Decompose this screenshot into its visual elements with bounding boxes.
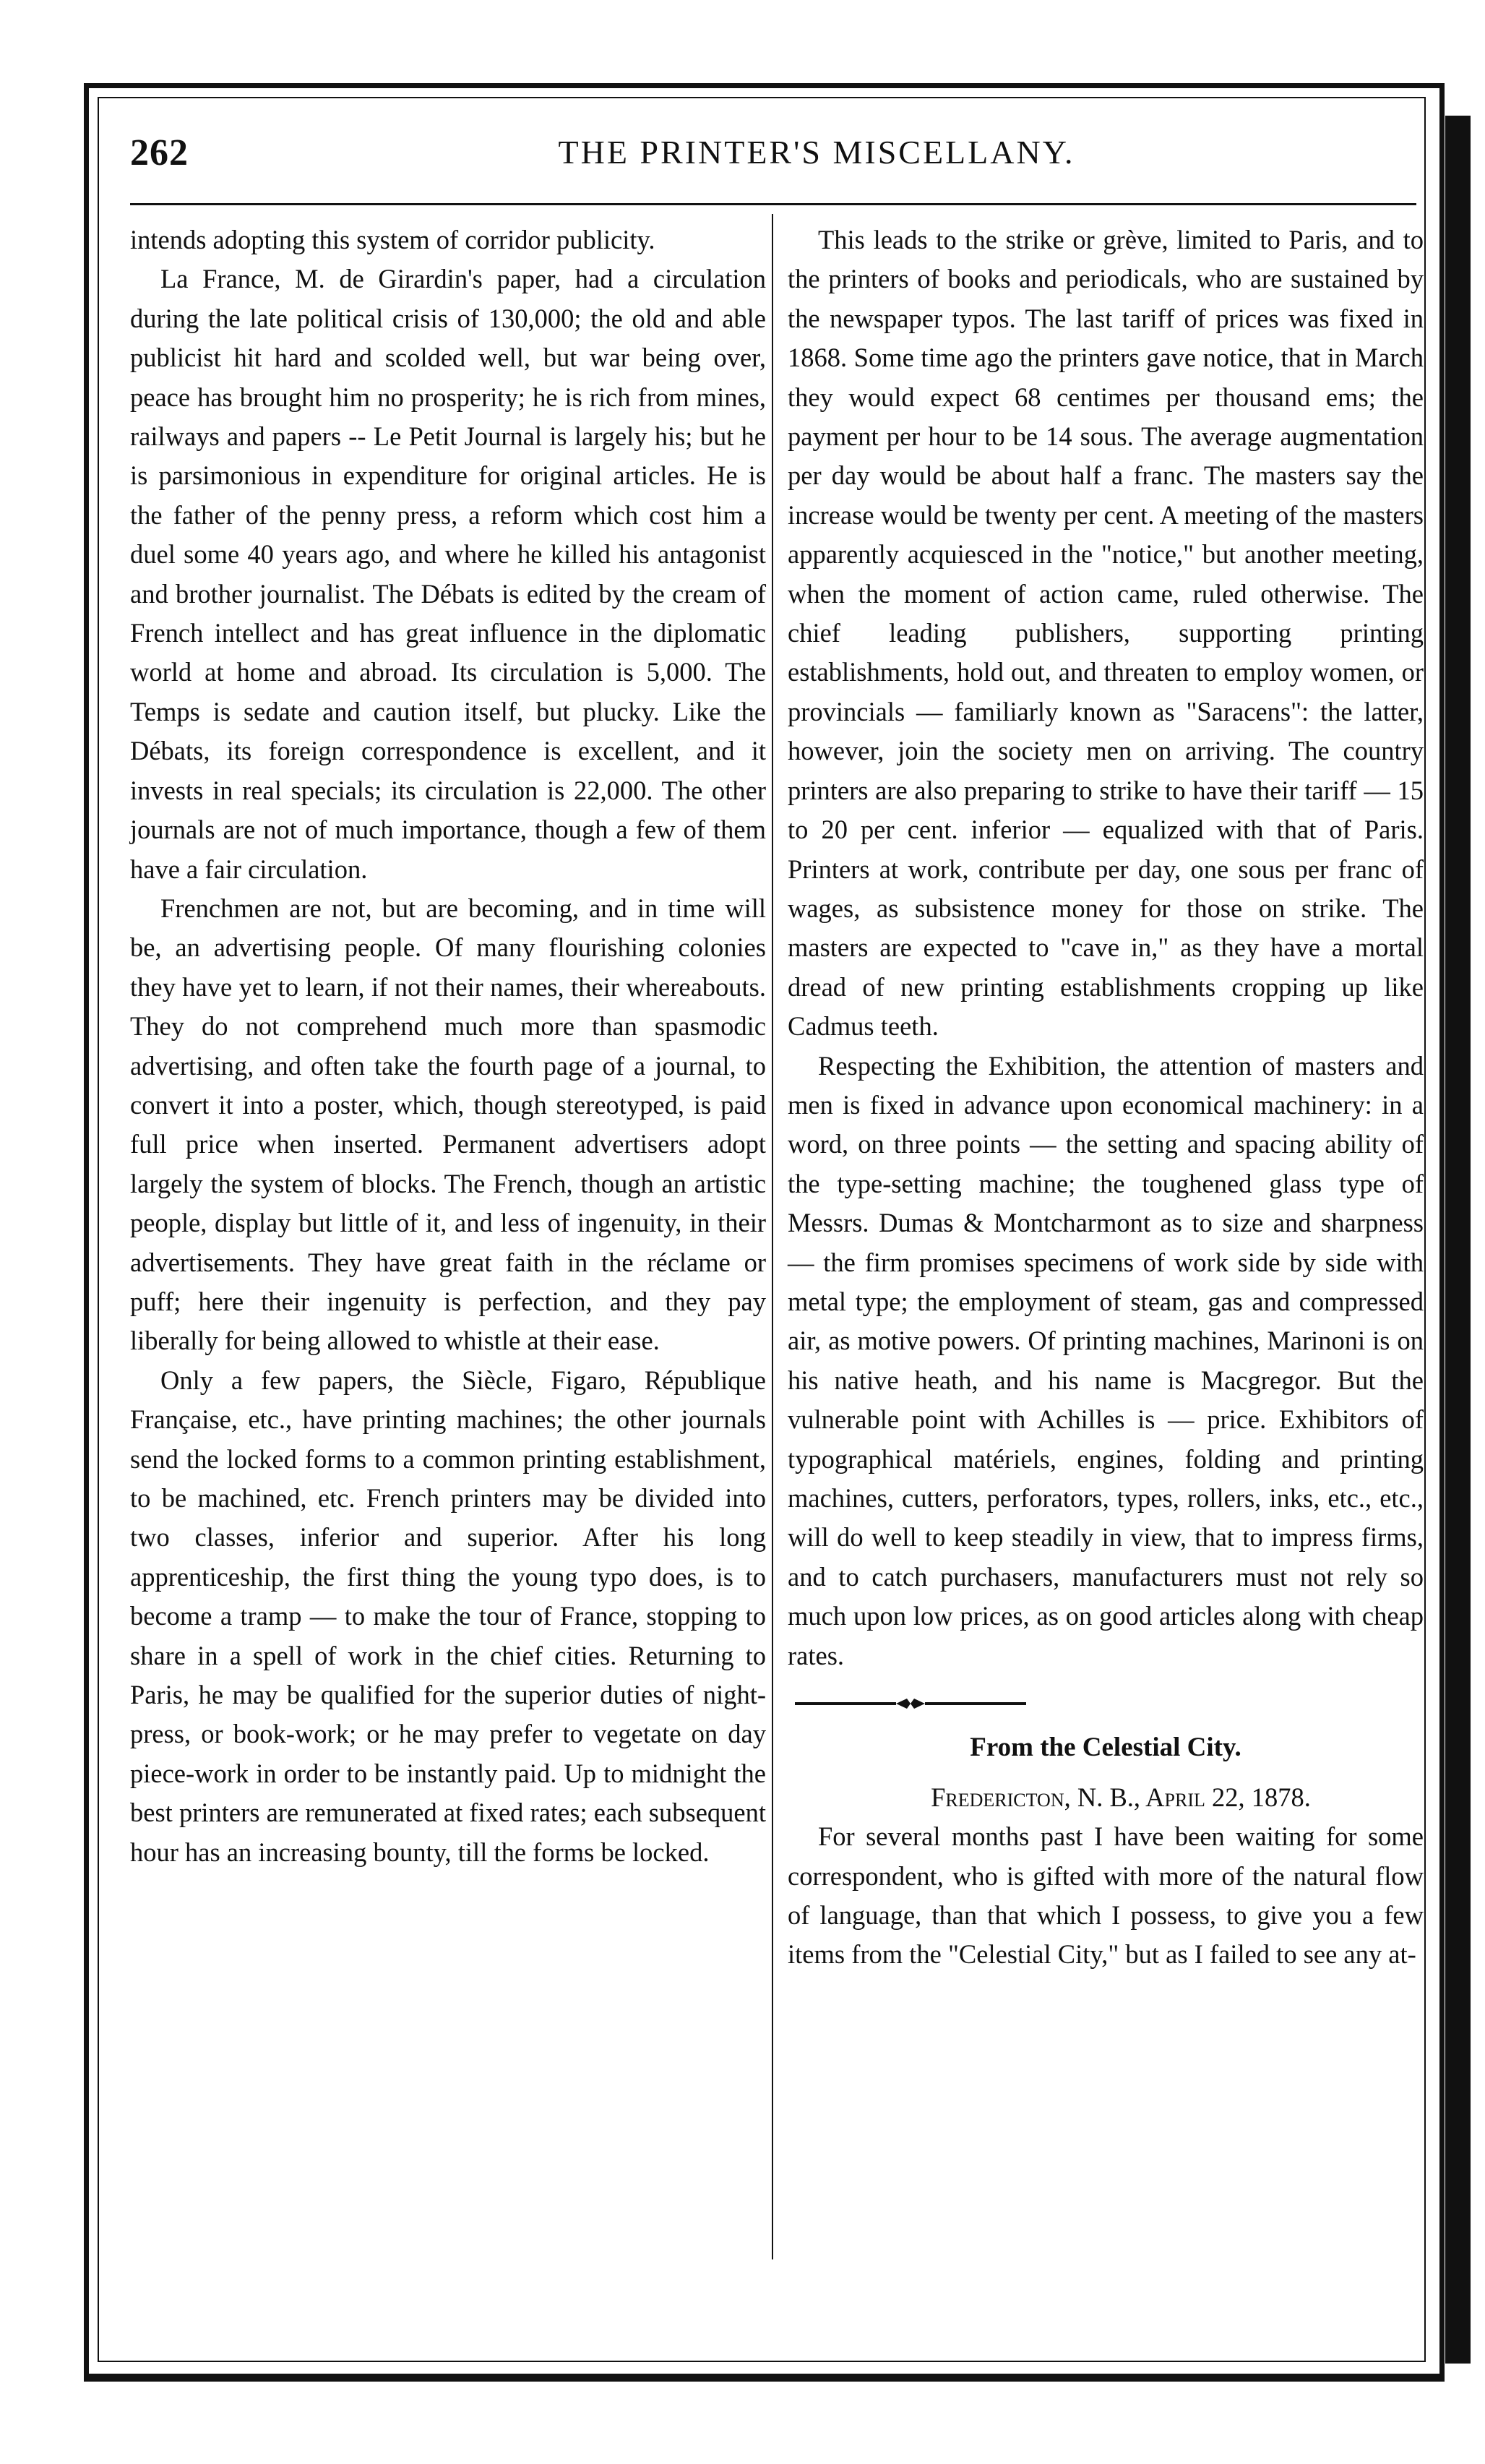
dateline: Fredericton, N. B., April 22, 1878.	[931, 1782, 1311, 1812]
section-heading: From the Celestial City.	[970, 1733, 1241, 1763]
page-number: 262	[130, 132, 189, 173]
paragraph: La France, M. de Girardin's paper, had a circulation during the late political crisis of 130,000; the old and able publicist hit hard and scolded well, but war being over, peace has brought him no prosperity; he is rich from mines, railways and papers -- Le Petit Journal is largely his; but he is parsimonious in expenditure for original articles. He is the father of the penny press, a reform which cost him a duel some 40 years ago, and where he killed his antagonist and brother journalist. The Débats is edited by the cream of French intellect and has great influence in the diplomatic world at home and abroad. Its circulation is 5,000. The Temps is sedate and caution itself, but plucky. Like the Débats, its foreign correspondence is excellent, and it invests in real specials; its circulation is 22,000. The other journals are not of much importance, though a few of them have a fair circulation.	[130, 264, 766, 884]
paragraph: Only a few papers, the Siècle, Figaro, République Française, etc., have printing machines; the other journals send the locked forms to a common printing establishment, to be machined, etc. French printers may be divided into two classes, inferior and superior. After his long apprenticeship, the first thing the young typo does, is to become a tramp — to make the tour of France, stopping to share in a spell of work in the chief cities. Returning to Paris, he may be qualified for the superior duties of night-press, or book-work; or he may prefer to vegetate on day piece-work in order to be instantly paid. Up to midnight the best printers are remunerated at fixed rates; each subsequent hour has an increasing bounty, till the forms be locked.	[130, 1365, 766, 1867]
running-title: THE PRINTER'S MISCELLANY.	[558, 134, 1075, 171]
paragraph: intends adopting this system of corridor publicity.	[130, 225, 655, 254]
right-column	[788, 220, 1424, 1975]
running-header	[130, 130, 1416, 195]
paragraph: This leads to the strike or grève, limited to Paris, and to the printers of books and periodicals, who are sustained by the newspaper typos. The last tariff of prices was fixed in 1868. Some time ago the printers gave notice, that in March they would expect 68 centimes per thousand ems; the payment per hour to be 14 sous. The average augmentation per day would be about half a franc. The masters say the increase would be twenty per cent. A meeting of the masters apparently acquiesced in the "notice," but another meeting, when the moment of action came, ruled otherwise. The chief leading publishers, supporting printing establishments, hold out, and threaten to employ women, or provincials — familiarly known as "Saracens": the latter, however, join the society men on arriving. The country printers are also preparing to strike to have their tariff — 15 to 20 per cent. inferior — equalized with that of Paris. Printers at work, contribute per day, one sous per franc of wages, as subsistence money for those on strike. The masters are expected to "cave in," as they have a mortal dread of new printing establishments cropping up like Cadmus teeth.	[788, 225, 1424, 1042]
ornament-rule	[788, 1693, 1033, 1714]
binding-shadow	[1445, 116, 1471, 2364]
column-divider	[772, 214, 773, 2259]
paragraph: Respecting the Exhibition, the attention of masters and men is fixed in advance upon economical machinery: in a word, on three points — the setting and spacing ability of the type-setting machine; the toughened glass type of Messrs. Dumas & Montcharmont as to size and sharpness — the firm promises specimens of work side by side with metal type; the employment of steam, gas and compressed air, as motive powers. Of printing machines, Marinoni is on his native heath, and his name is Macgregor. But the vulnerable point with Achilles is — price. Exhibitors of typographical matériels, engines, folding and printing machines, cutters, perforators, types, rollers, inks, etc., etc., will do well to keep steadily in view, that to impress firms, and to catch purchasers, manufacturers must not rely so much upon low prices, as on good articles along with cheap rates.	[788, 1050, 1424, 1670]
paragraph: Frenchmen are not, but are becoming, and in time will be, an advertising people. Of many flourishing colonies they have yet to learn, if not their names, their whereabouts. They do not comprehend much more than spasmodic advertising, and often take the fourth page of a journal, to convert it into a poster, which, though stereotyped, is paid full price when inserted. Permanent advertisers adopt largely the system of blocks. The French, though an artistic people, display but little of it, and less of ingenuity, in their advertisements. They have great faith in the réclame or puff; here their ingenuity is perfection, and they pay liberally for being allowed to whistle at their ease.	[130, 893, 766, 1356]
paragraph: For several months past I have been waiting for some correspondent, who is gifted with more of the natural flow of language, than that which I possess, to give you a few items from the "Celestial City," but as I failed to see any at-	[788, 1821, 1424, 1970]
header-rule	[130, 203, 1416, 205]
left-column	[130, 220, 766, 1872]
